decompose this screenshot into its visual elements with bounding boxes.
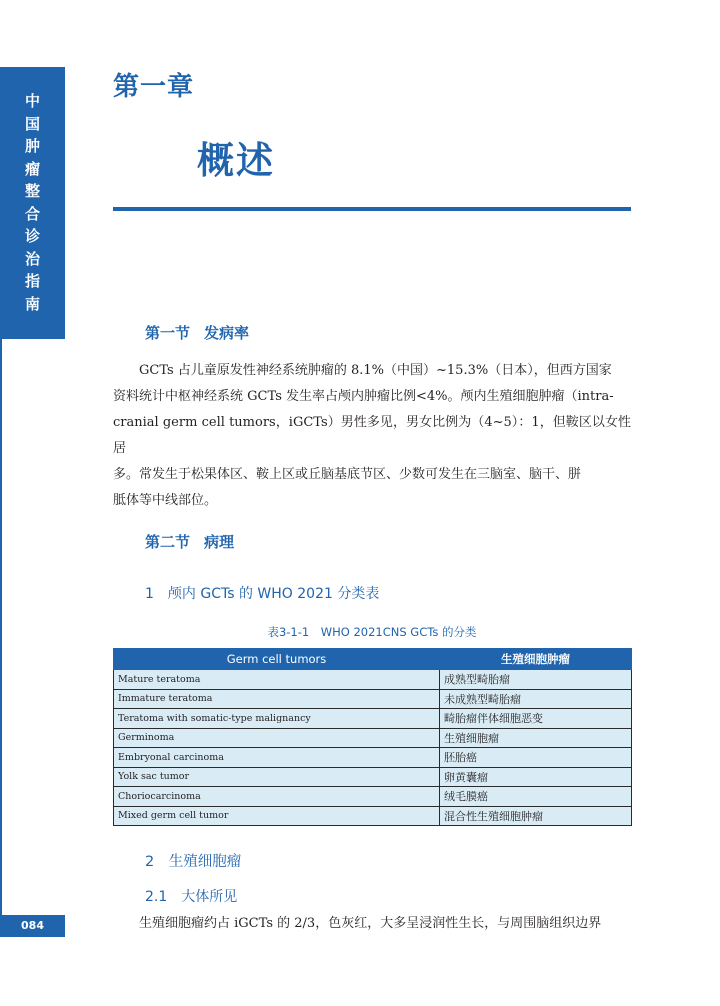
page-number: 084 <box>0 915 65 937</box>
sidebar-char: 治 <box>24 249 40 268</box>
cell-en: Teratoma with somatic-type malignancy <box>114 709 440 729</box>
text-line: GCTs 占儿童原发性神经系统肿瘤的 8.1%（中国）~15.3%（日本），但西方国家 <box>139 363 612 378</box>
cell-cn: 卵黄囊瘤 <box>440 767 632 787</box>
cell-cn: 混合性生殖细胞肿瘤 <box>440 806 632 826</box>
table-row <box>114 787 632 807</box>
cell-en: Embryonal carcinoma <box>114 748 440 768</box>
sidebar-char: 南 <box>24 294 40 313</box>
sidebar-char: 整 <box>24 182 40 200</box>
chapter-rule <box>113 207 631 211</box>
cell-cn: 生殖细胞瘤 <box>440 728 632 748</box>
column-header-cn: 生殖细胞肿瘤 <box>440 649 632 670</box>
section-number: 第一节 <box>145 324 191 342</box>
text-line: 多。常发生于松果体区、鞍上区或丘脑基底节区、少数可发生在三脑室、脑干、胼 <box>113 467 582 482</box>
table-header-row <box>114 649 632 670</box>
subheading-gross-findings: 2.1 大体所见 <box>145 889 238 905</box>
cell-en: Immature teratoma <box>114 689 440 709</box>
table-row <box>114 670 632 690</box>
paragraph-incidence <box>113 358 631 514</box>
table-row <box>114 728 632 748</box>
sidebar-book-title <box>0 90 65 315</box>
sidebar-char: 诊 <box>24 227 40 245</box>
cell-en: Germinoma <box>114 728 440 748</box>
chapter-label: 第一章 <box>113 72 195 102</box>
table-caption: 表3-1-1 WHO 2021CNS GCTs 的分类 <box>267 625 477 639</box>
cell-en: Mixed germ cell tumor <box>114 806 440 826</box>
cell-cn: 绒毛膜癌 <box>440 787 632 807</box>
cell-en: Yolk sac tumor <box>114 767 440 787</box>
sidebar-char: 瘤 <box>24 159 40 178</box>
section-heading-2 <box>145 531 234 552</box>
classification-table <box>113 648 632 826</box>
section-heading-1 <box>145 322 249 343</box>
text-line: 资料统计中枢神经系统 GCTs 发生率占颅内肿瘤比例<4%。颅内生殖细胞肿瘤（intra- <box>113 389 614 404</box>
subheading-who-classification: 1 颅内 GCTs 的 WHO 2021 分类表 <box>145 586 380 602</box>
table-row <box>114 806 632 826</box>
section-number: 第二节 <box>145 533 191 551</box>
table-row <box>114 767 632 787</box>
cell-cn: 胚胎癌 <box>440 748 632 768</box>
table-row <box>114 689 632 709</box>
table-row <box>114 748 632 768</box>
cell-cn: 成熟型畸胎瘤 <box>440 670 632 690</box>
chapter-title: 概述 <box>197 139 275 182</box>
cell-en: Choriocarcinoma <box>114 787 440 807</box>
paragraph-germinoma <box>113 911 631 937</box>
text-line: 胝体等中线部位。 <box>113 493 218 508</box>
sidebar-char: 国 <box>24 114 40 133</box>
section-title: 病理 <box>204 533 235 551</box>
sidebar-char: 中 <box>24 92 40 110</box>
cell-en: Mature teratoma <box>114 670 440 690</box>
sidebar-char: 肿 <box>24 137 40 155</box>
text-line: 生殖细胞瘤约占 iGCTs 的 2/3，色灰红，大多呈浸润性生长，与周围脑组织边界 <box>139 916 602 931</box>
table-row <box>114 709 632 729</box>
subheading-germinoma: 2 生殖细胞瘤 <box>145 854 242 870</box>
column-header-en: Germ cell tumors <box>114 649 440 670</box>
text-line: cranial germ cell tumors，iGCTs）男性多见，男女比例为（4~5）：1，但鞍区以女性居 <box>113 415 631 456</box>
sidebar-char: 指 <box>24 272 40 290</box>
sidebar-char: 合 <box>24 204 40 223</box>
cell-cn: 未成熟型畸胎瘤 <box>440 689 632 709</box>
cell-cn: 畸胎瘤伴体细胞恶变 <box>440 709 632 729</box>
section-title: 发病率 <box>204 324 250 342</box>
